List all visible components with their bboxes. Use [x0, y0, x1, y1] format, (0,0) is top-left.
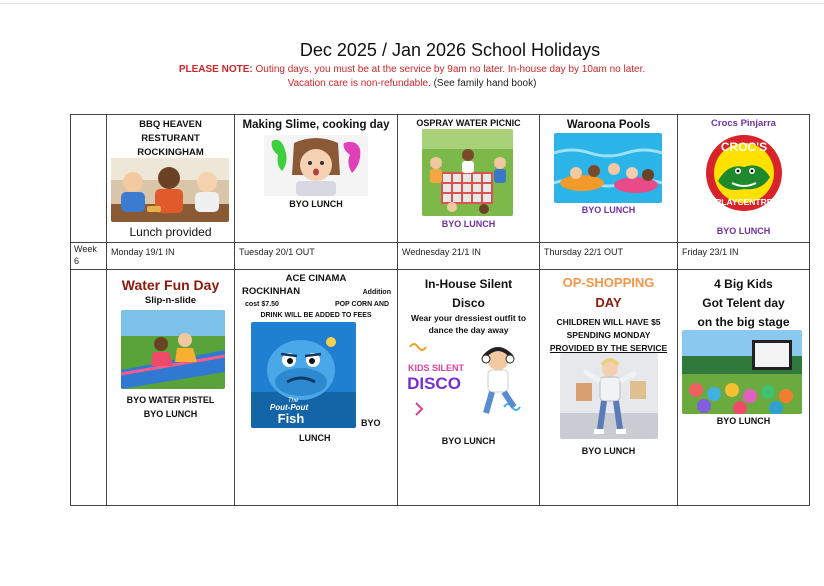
pools-title: Waroona Pools [566, 119, 651, 131]
disco-title-line-1: In-House Silent [424, 277, 513, 291]
friday-bottom-cell [678, 270, 810, 506]
disco-poster-line-2: DISCO [407, 374, 461, 393]
thursday-bottom-cell [540, 270, 678, 506]
tuesday-date: Tuesday 20/1 OUT [239, 247, 315, 257]
bbq-title-line-3: ROCKINGHAM [137, 146, 204, 158]
talent-title-line-2: Got Telent day [702, 296, 785, 311]
cinema-addition-note: Addition [362, 289, 391, 296]
girl-slime-photo [264, 135, 368, 196]
thursday-date-cell [540, 243, 678, 270]
refund-notice: Vacation care is non-refundable. [287, 78, 431, 89]
op-shop-lunch-note: BYO LUNCH [581, 446, 636, 456]
thursday-top-cell [540, 115, 678, 243]
disco-description-line-2: dance the day away [428, 325, 509, 336]
poster-the-text: The [287, 398, 299, 404]
page-title: Dec 2025 / Jan 2026 School Holidays [299, 40, 601, 60]
bbq-title-line-1: BBQ HEAVEN [139, 119, 202, 130]
poster-pout-text: Pout-Pout [269, 403, 309, 412]
friday-top-cell [678, 115, 810, 243]
crocs-logo [704, 131, 784, 215]
pools-lunch-note: BYO LUNCH [581, 205, 636, 215]
talent-title-line-3: on the big stage [697, 315, 790, 330]
friday-date: Friday 23/1 IN [682, 247, 739, 257]
picnic-lunch-note: BYO LUNCH [441, 219, 496, 229]
bbq-title-line-2: RESTURANT [141, 132, 200, 144]
crocs-lunch-note: BYO LUNCH [716, 226, 771, 236]
thursday-date: Thursday 22/1 OUT [544, 247, 624, 257]
water-pistol-note: BYO WATER PISTEL [126, 395, 215, 405]
silent-disco-poster [404, 337, 533, 421]
water-fun-lunch-note: BYO LUNCH [143, 408, 198, 419]
week-label-cell [71, 243, 107, 270]
op-shop-title-line-2: DAY [595, 295, 622, 311]
empty-corner-cell [71, 115, 107, 243]
pout-pout-fish-poster [251, 322, 356, 428]
kids-eating-photo [111, 158, 229, 222]
op-shop-title-line-1: OP-SHOPPING [562, 275, 655, 290]
monday-date-cell [107, 243, 235, 270]
crocs-title: Crocs Pinjarra [711, 118, 776, 129]
notice-label: PLEASE NOTE: [178, 64, 253, 75]
shopping-girl-photo [560, 353, 658, 439]
cinema-popcorn-note: POP CORN AND [334, 301, 389, 308]
outdoor-screen-photo [682, 330, 802, 414]
tuesday-bottom-cell [235, 270, 398, 506]
poster-fish-text: Fish [277, 411, 305, 426]
wednesday-bottom-cell [398, 270, 540, 506]
wednesday-date-cell [398, 243, 540, 270]
notice-line-1 [0, 64, 824, 75]
talent-lunch-note: BYO LUNCH [716, 416, 771, 426]
disco-lunch-note: BYO LUNCH [441, 436, 496, 446]
op-shop-desc-line-3: PROVIDED BY THE SERVICE [549, 343, 668, 354]
disco-title-line-2: Disco [452, 295, 485, 310]
crocs-logo-text-bottom: PLAYCENTRE [715, 197, 773, 207]
cinema-byo-text: BYO [361, 418, 381, 428]
water-fun-title: Water Fun Day [121, 277, 220, 293]
empty-week-cell [71, 270, 107, 506]
week-label: Week 6 [74, 244, 97, 266]
top-divider [0, 3, 824, 4]
talent-title-line-1: 4 Big Kids [714, 277, 773, 291]
monday-top-cell [107, 115, 235, 243]
wednesday-top-cell [398, 115, 540, 243]
water-fun-subtitle: Slip-n-slide [144, 295, 197, 306]
wednesday-date: Wednesday 21/1 IN [402, 247, 481, 257]
crocs-logo-text-top: CROC'S [720, 140, 768, 154]
cinema-cost-note: cost $7.50 [245, 301, 279, 308]
slime-lunch-note: BYO LUNCH [289, 199, 343, 209]
op-shop-desc-line-2: SPENDING MONDAY [566, 330, 651, 341]
monday-bottom-cell [107, 270, 235, 506]
holiday-calendar [70, 114, 810, 506]
notice-text: Outing days, you must be at the service by 9am no later. In-house day by 10am no later. [252, 64, 646, 75]
op-shop-desc-line-1: CHILDREN WILL HAVE $5 [556, 317, 661, 327]
picnic-photo [422, 129, 513, 216]
tuesday-top-cell [235, 115, 398, 243]
slip-n-slide-photo [121, 310, 225, 389]
friday-date-cell [678, 243, 810, 270]
pool-photo [554, 133, 662, 203]
cinema-location: ROCKINHAN [242, 286, 301, 297]
lunch-provided-text: Lunch provided [129, 225, 212, 239]
cinema-title: ACE CINAMA [285, 273, 347, 284]
disco-poster-line-1: KIDS SILENT [407, 363, 465, 373]
disco-description-line-1: Wear your dressiest outfit to [410, 313, 527, 323]
notice-line-2 [0, 78, 824, 89]
handbook-reference: (See family hand book) [430, 78, 537, 89]
picnic-title: OSPRAY WATER PICNIC [416, 118, 521, 128]
cinema-fees-note: DRINK WILL BE ADDED TO FEES [260, 312, 372, 319]
monday-date: Monday 19/1 IN [111, 247, 175, 257]
cinema-lunch-text: LUNCH [299, 433, 331, 443]
slime-title: Making Slime, cooking day [242, 119, 390, 131]
tuesday-date-cell [235, 243, 398, 270]
